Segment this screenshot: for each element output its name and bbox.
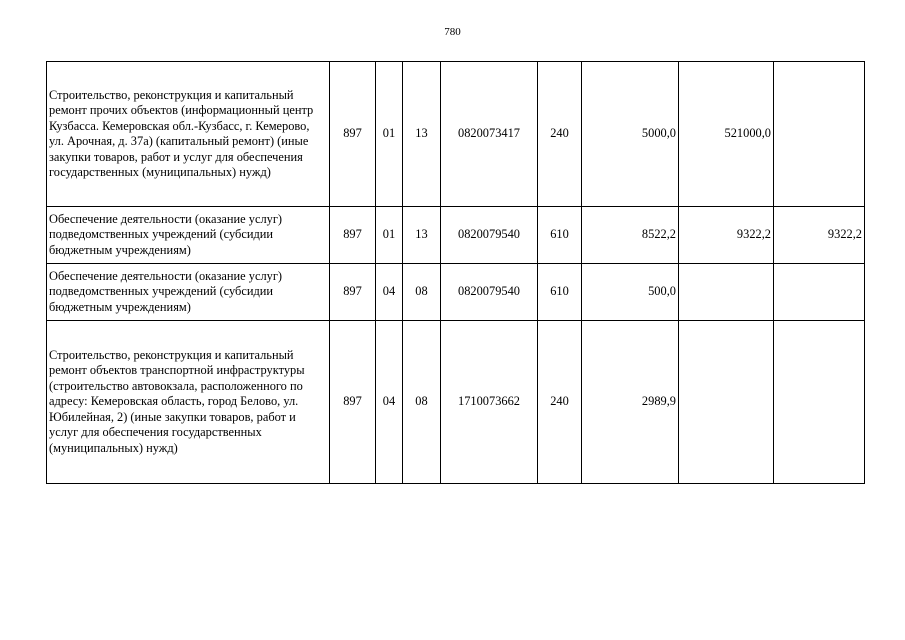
expense-type-code: 240 xyxy=(538,321,582,484)
budget-table xyxy=(46,61,865,484)
expense-type-code: 610 xyxy=(538,264,582,321)
amount-1: 8522,2 xyxy=(582,207,679,264)
table-row xyxy=(47,207,865,264)
table-row xyxy=(47,264,865,321)
row-description: Строительство, реконструкция и капитальный ремонт прочих объектов (информационный центр Кузбасса. Кемеровская обл.-Кузбасс, г. Кемерово, ул. Арочная, д. 37а) (капитальный ремонт) (иные закупки товаров, работ и услуг для обеспечения государственных (муниципальных) нужд) xyxy=(47,62,330,207)
ministry-code: 897 xyxy=(330,264,376,321)
subsection-code: 13 xyxy=(403,62,441,207)
subsection-code: 08 xyxy=(403,264,441,321)
row-description: Обеспечение деятельности (оказание услуг) подведомственных учреждений (субсидии бюджетным учреждениям) xyxy=(47,207,330,264)
subsection-code: 08 xyxy=(403,321,441,484)
target-article-code: 1710073662 xyxy=(441,321,538,484)
table-row xyxy=(47,62,865,207)
expense-type-code: 240 xyxy=(538,62,582,207)
ministry-code: 897 xyxy=(330,62,376,207)
expense-type-code: 610 xyxy=(538,207,582,264)
amount-1: 5000,0 xyxy=(582,62,679,207)
amount-3 xyxy=(774,264,865,321)
ministry-code: 897 xyxy=(330,207,376,264)
section-code: 01 xyxy=(376,62,403,207)
row-description: Обеспечение деятельности (оказание услуг) подведомственных учреждений (субсидии бюджетным учреждениям) xyxy=(47,264,330,321)
amount-2: 9322,2 xyxy=(679,207,774,264)
page-number: 780 xyxy=(444,26,461,38)
amount-3 xyxy=(774,62,865,207)
section-code: 04 xyxy=(376,264,403,321)
ministry-code: 897 xyxy=(330,321,376,484)
amount-2 xyxy=(679,264,774,321)
section-code: 01 xyxy=(376,207,403,264)
amount-2: 521000,0 xyxy=(679,62,774,207)
subsection-code: 13 xyxy=(403,207,441,264)
amount-3 xyxy=(774,321,865,484)
target-article-code: 0820073417 xyxy=(441,62,538,207)
amount-2 xyxy=(679,321,774,484)
amount-1: 2989,9 xyxy=(582,321,679,484)
amount-1: 500,0 xyxy=(582,264,679,321)
target-article-code: 0820079540 xyxy=(441,264,538,321)
table-row xyxy=(47,321,865,484)
section-code: 04 xyxy=(376,321,403,484)
amount-3: 9322,2 xyxy=(774,207,865,264)
target-article-code: 0820079540 xyxy=(441,207,538,264)
row-description: Строительство, реконструкция и капитальный ремонт объектов транспортной инфраструктуры (строительство автовокзала, расположенного по адресу: Кемеровская область, город Белово, ул. Юбилейная, 2) (иные закупки товаров, работ и услуг для обеспечения государственных (муниципальных) нужд) xyxy=(47,321,330,484)
